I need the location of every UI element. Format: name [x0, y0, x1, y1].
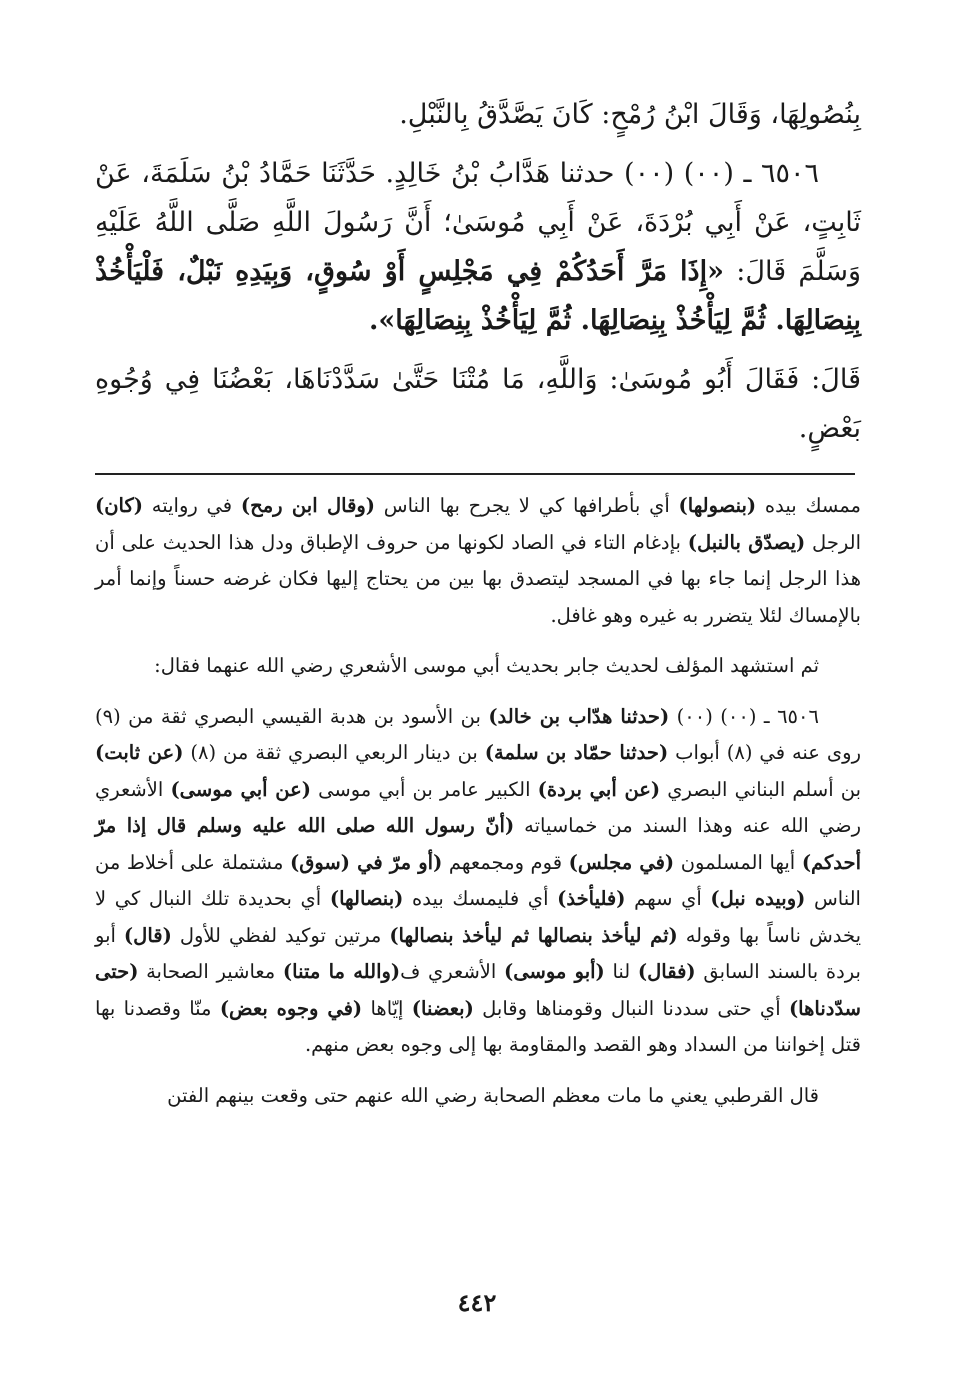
text-run: لنا [604, 960, 638, 983]
text-run: أيها المسلمون [674, 850, 802, 874]
text-run: ٦٥٠٦ ـ (٠٠) (٠٠) [669, 704, 819, 728]
text-run: (قال) [123, 923, 172, 947]
text-run: (في مجلس) [568, 850, 675, 874]
text-run: قال القرطبي يعني ما مات معظم الصحابة رضي الله عنهم حتى وقعت بينهم الفتن [167, 1083, 819, 1107]
text-run: بن أسلم البناني البصري [660, 777, 862, 801]
text-run: بإدغام التاء في الصاد لكونها من حروف الإطباق ودل هذا الحديث على أن هذا الرجل إنما جاء بها في المسجد ليتصدق بها بين من يحتاج إليها فكان غرضه حسناً وإنما أمر بالإمساك لئلا يتضرر به غيره وهو غافل. [95, 530, 861, 627]
text-run: منّا وقصدنا بها قتل إخواننا من السداد وهو القصد والمقاومة بها إلى وجوه بعض منهم. [95, 996, 861, 1056]
page-number: ٤٤٢ [457, 1288, 497, 1317]
hadith-abu-musa-statement: قَالَ: فَقَالَ أَبُو مُوسَىٰ: وَاللَّهِ، مَا مُتْنَا حَتَّىٰ سَدَّدْنَاهَا، بَعْضُنَا فِي وُجُوهِ بَعْضٍ. [95, 364, 861, 444]
text-run: بن دينار الربعي البصري ثقة من (٨) [183, 741, 485, 764]
text-run: (أو مرّ في (سوق) [289, 850, 443, 874]
text-run: (وبيده نبل) [710, 887, 806, 910]
text-run: الأشعري رضي الله عنه وهذا السند من خماسياته [95, 777, 861, 837]
text-run: أي بحديدة تلك النبال كي لا يخدش ناساً بها وقوله [95, 887, 861, 947]
text-run: بن الأسود بن هدبة القيسي البصري ثقة من (٩) روى عنه في (٨) أبواب [95, 704, 861, 764]
text-run: (عن أبي موسى) [170, 777, 311, 801]
text-run: الكبير عامر بن أبي موسى [311, 777, 538, 801]
text-run: (بنصالها) [329, 887, 404, 910]
text-run: (وقال ابن رمح) [240, 494, 376, 517]
text-run: قوم ومجمعهم [442, 850, 569, 874]
text-run: (فليأخذ) [557, 887, 626, 910]
text-run: (بنصولها) [678, 494, 757, 517]
text-run: (والله ما متنا) [282, 960, 401, 983]
text-run: أي حتى سددنا النبال وقومناها وقابل [473, 996, 789, 1020]
commentary-paragraph-2 [95, 648, 861, 685]
text-run: (أنّ رسول الله صلى الله عليه وسلم قال إذا مرّ أحدكم) [95, 814, 862, 874]
text-run: ثم استشهد المؤلف لحديث جابر بحديث أبي موسى الأشعري رضي الله عنهما فقال: [154, 654, 819, 677]
text-run: ممسك بيده [756, 494, 861, 517]
text-run: أي بأطرافها كي لا يجرح بها الناس [375, 494, 679, 517]
hadith-paragraph-3 [95, 355, 861, 453]
text-run: (عن ثابت) [95, 741, 184, 764]
text-run: الرجل [805, 530, 861, 554]
commentary-paragraph-3 [95, 699, 861, 1064]
hadith-isnad: ٦٥٠٦ ـ (٠٠) (٠٠) حدثنا هَدَّابُ بْنُ خَالِدٍ. حَدَّثَنَا حَمَّادُ بْنُ سَلَمَةَ، عَنْ ثَابِتٍ، عَنْ أَبِي بُرْدَةَ، عَنْ أَبِي مُوسَىٰ؛ أَنَّ رَسُولَ اللَّهِ صَلَّى اللَّهُ عَلَيْهِ وَسَلَّمَ قَالَ: [95, 158, 861, 287]
text-run: أي فليمسك بيده [403, 887, 558, 910]
hadith-line-1-text: بِنُصُولِهَا، وَقَالَ ابْنُ رُمْحٍ: كَانَ يَصَّدَّقُ بِالنَّبْلِ. [399, 99, 861, 130]
commentary-paragraph-4 [95, 1078, 861, 1115]
text-run: (حدثنا هدّاب بن خالد) [488, 704, 670, 728]
text-run: (أبو موسى) [504, 960, 605, 983]
text-run: (فقال) [637, 960, 696, 983]
text-run: معاشير الصحابة [138, 960, 283, 983]
text-run: إيّاها [362, 996, 412, 1020]
text-run: (حتى سدّدناها) [95, 960, 862, 1020]
text-run: مرتين توكيد لفظي للأول [171, 923, 390, 947]
commentary-text [95, 488, 861, 1128]
text-run: في روايته [143, 494, 241, 517]
text-run: أبو بردة بالسند السابق [95, 923, 861, 983]
hadith-paragraph-2 [95, 149, 861, 345]
commentary-paragraph-1 [95, 488, 861, 634]
text-run: أي سهم [625, 887, 711, 910]
text-run: (حدثنا حمّاد بن سلمة) [484, 741, 669, 764]
text-run: (بعضنا) [411, 996, 474, 1020]
text-run: الأشعري ف [400, 960, 505, 983]
text-run: (يصدّق بالنبل) [687, 530, 806, 554]
footnote-divider [95, 473, 855, 475]
hadith-text [95, 90, 861, 463]
hadith-matn: «إِذَا مَرَّ أَحَدُكُمْ فِي مَجْلِسٍ أَوْ سُوقٍ، وَبِيَدِهِ نَبْلٌ، فَلْيَأْخُذْ بِنِصَالِهَا. ثُمَّ لِيَأْخُذْ بِنِصَالِهَا. ثُمَّ لِيَأْخُذْ بِنِصَالِهَا». [95, 256, 861, 336]
hadith-line-1 [95, 90, 861, 139]
text-run: (في وجوه بعض) [219, 996, 363, 1020]
text-run: (كان) [95, 494, 143, 517]
text-run: (ثم ليأخذ بنصالها ثم ليأخذ بنصالها) [389, 923, 678, 947]
text-run: (عن أبي بردة) [537, 777, 661, 801]
text-run: مشتملة على أخلاط من الناس [95, 850, 861, 910]
